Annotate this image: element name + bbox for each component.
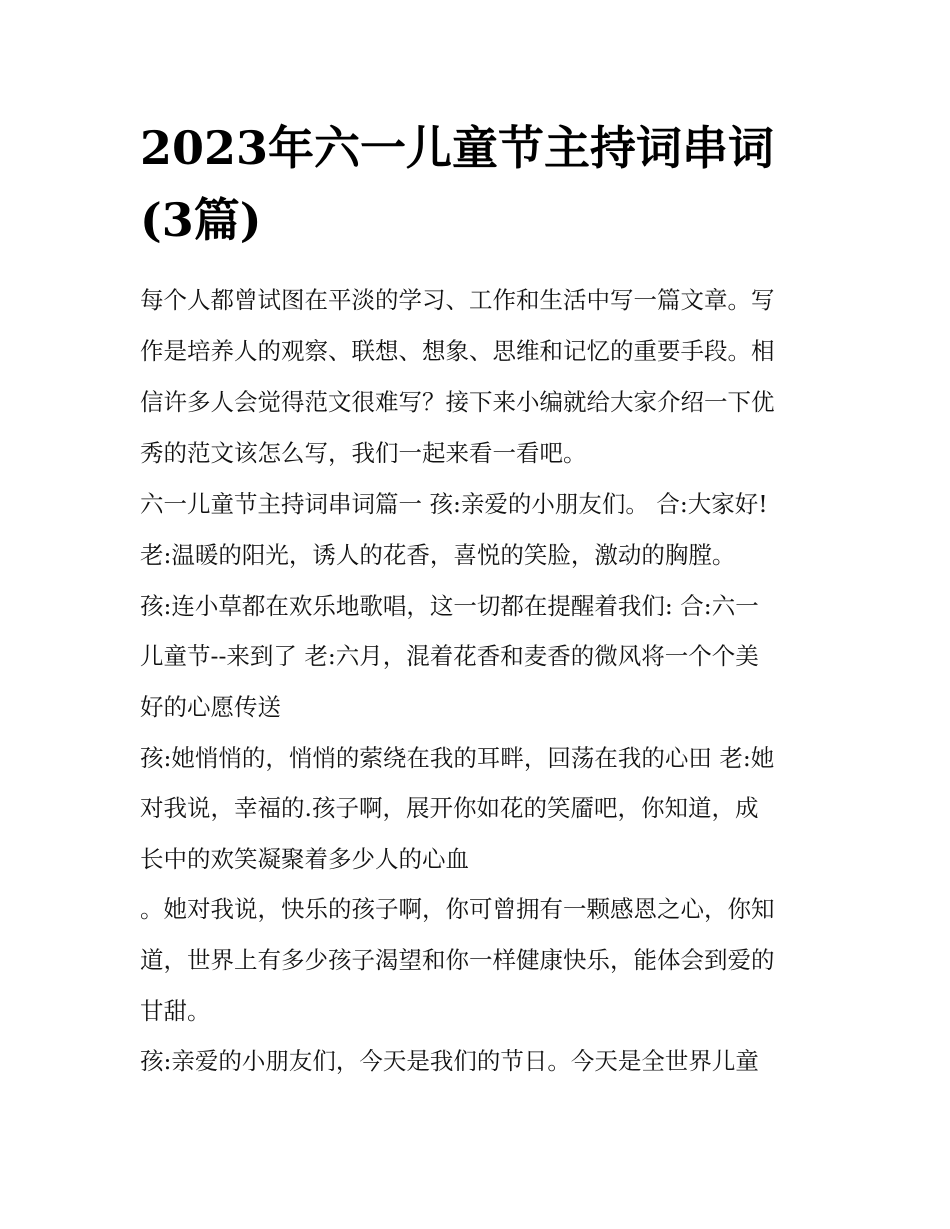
body-line: 好的心愿传送	[140, 693, 281, 721]
body-line: 儿童节--来到了 老:六月，混着花香和麦香的微风将一个个美	[140, 642, 759, 670]
body-line: 。她对我说，快乐的孩子啊，你可曾拥有一颗感恩之心，你知	[140, 895, 775, 923]
body-line: 信许多人会觉得范文很难写？接下来小编就给大家介绍一下优	[140, 388, 775, 416]
body-line: 孩:她悄悄的，悄悄的萦绕在我的耳畔，回荡在我的心田 老:她	[140, 744, 775, 772]
body-line: 道，世界上有多少孩子渴望和你一样健康快乐，能体会到爱的	[140, 946, 775, 974]
body-line: 秀的范文该怎么写，我们一起来看一看吧。	[140, 439, 587, 467]
body-line: 六一儿童节主持词串词篇一 孩:亲爱的小朋友们。 合:大家好!	[140, 490, 768, 518]
title-line: 2023年六一儿童节主持词串词	[140, 121, 775, 175]
body-line: 作是培养人的观察、联想、想象、思维和记忆的重要手段。相	[140, 337, 775, 365]
body-line: 老:温暖的阳光，诱人的花香，喜悦的笑脸，激动的胸膛。	[140, 541, 736, 569]
body-line: 长中的欢笑凝聚着多少人的心血	[140, 845, 469, 873]
document-title	[140, 112, 830, 256]
body-line: 甘甜。	[140, 997, 211, 1025]
title-line: (3篇)	[140, 193, 262, 247]
body-line: 对我说，幸福的.孩子啊，展开你如花的笑靥吧，你知道，成	[140, 794, 759, 822]
body-line: 每个人都曾试图在平淡的学习、工作和生活中写一篇文章。写	[140, 286, 775, 314]
body-line: 孩:亲爱的小朋友们，今天是我们的节日。今天是全世界儿童	[140, 1047, 759, 1075]
body-line: 孩:连小草都在欢乐地歌唱，这一切都在提醒着我们: 合:六一	[140, 592, 759, 620]
